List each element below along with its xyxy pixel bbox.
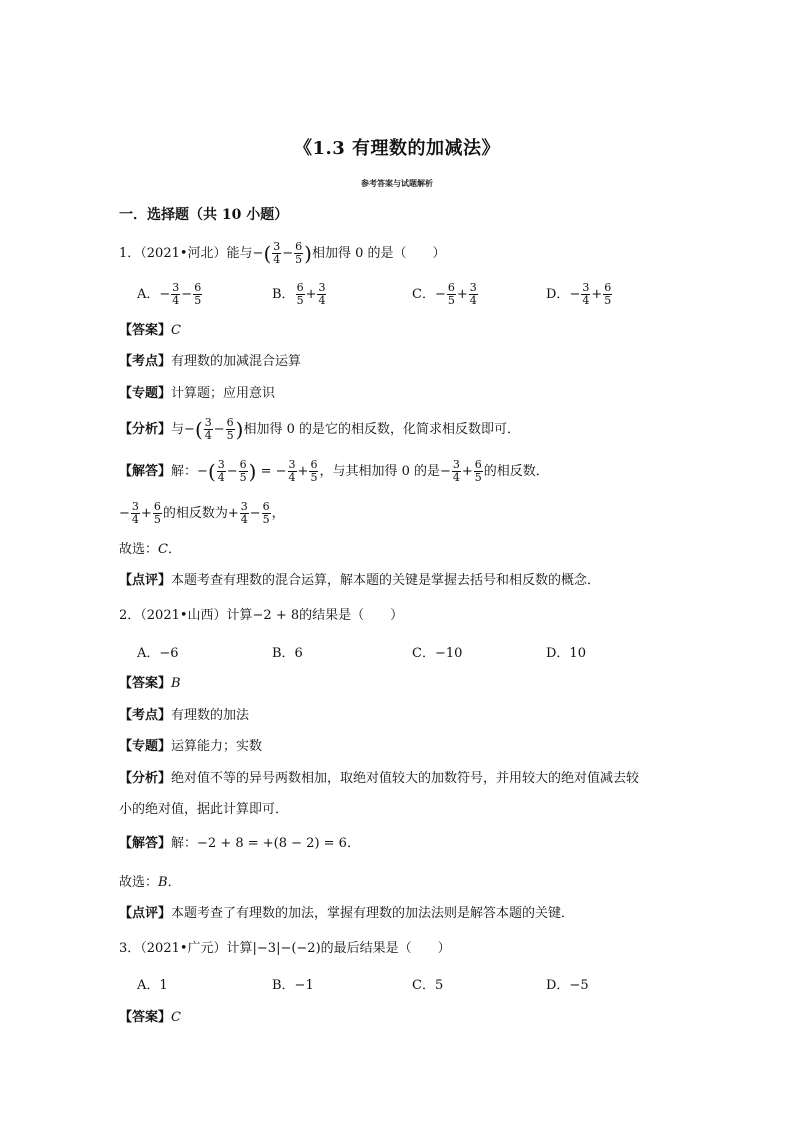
q1-option-b: B． $\frac{6}{5}$ + $\frac{3}{4}$ [272, 281, 326, 307]
q2-zhuanti: 【专题】运算能力；实数 [119, 739, 263, 754]
q1-option-a: A．− $\frac{3}{4}$ − $\frac{6}{5}$ [137, 281, 202, 307]
q2-dianping: 【点评】本题考查了有理数的加法，掌握有理数的加法法则是解答本题的关键． [119, 906, 575, 921]
q1-jieda-line2: − $\frac{3}{4}$ + $\frac{6}{5}$ 的相反数为+ $\frac{3}{4}$ − $\frac{6}{5}$ ， [119, 500, 285, 526]
q2-option-b: B．6 [272, 646, 303, 661]
page-title: 《1.3 有理数的加减法》 [293, 138, 501, 159]
q2-option-d: D．10 [546, 646, 586, 661]
q1-zhuanti: 【专题】计算题；应用意识 [119, 386, 276, 401]
q1-option-c: C．− $\frac{6}{5}$ + $\frac{3}{4}$ [412, 281, 477, 307]
q1-answer: 【答案】C [119, 323, 181, 338]
q1-jieda: 【解答】解：−( $\frac{3}{4}$ − $\frac{6}{5}$ ) = − $\frac{3}{4}$ + $\frac{6}{5}$ ，与其相加得 0 的是− $\frac{3}{4}$ + $\frac{6}{5}$ 的相反数． [119, 458, 549, 484]
q3-stem: 3．（2021•广元）计算|−3|−(−2)的最后结果是（ ） [119, 941, 451, 956]
q1-guxuan: 故选：C． [119, 542, 181, 557]
page-subtitle: 参考答案与试题解析 [361, 178, 433, 188]
q2-answer: 【答案】B [119, 676, 181, 691]
q3-option-d: D．−5 [546, 978, 589, 993]
q1-option-d: D．− $\frac{3}{4}$ + $\frac{6}{5}$ [546, 281, 612, 307]
q2-option-a: A．−6 [137, 646, 179, 661]
q3-option-a: A．1 [137, 978, 168, 993]
q1-dianping: 【点评】本题考查有理数的混合运算，解本题的关键是掌握去括号和相反数的概念． [119, 573, 601, 588]
section-heading: 一．选择题（共 10 小题） [119, 207, 289, 223]
q3-option-c: C．5 [412, 978, 444, 993]
q2-fenxi: 【分析】绝对值不等的异号两数相加，取绝对值较大的加数符号，并用较大的绝对值减去较 [119, 771, 640, 786]
q1-stem: 1．（2021•河北）能与−( $\frac{3}{4}$ − $\frac{6}{5}$ )相加得 0 的是（ ） [119, 240, 446, 266]
q2-jieda: 【解答】解：−2 + 8 = +(8 − 2) = 6． [119, 836, 360, 851]
q3-option-b: B．−1 [272, 978, 314, 993]
q2-option-c: C．−10 [412, 646, 463, 661]
q3-answer: 【答案】C [119, 1010, 181, 1025]
q2-stem: 2．（2021•山西）计算−2 + 8的结果是（ ） [119, 608, 404, 623]
q2-kaodian: 【考点】有理数的加法 [119, 708, 250, 723]
q1-fenxi: 【分析】与−( $\frac{3}{4}$ − $\frac{6}{5}$ )相加得 0 的是它的相反数，化简求相反数即可． [119, 416, 521, 442]
q2-guxuan: 故选：B． [119, 875, 181, 890]
q2-fenxi-line2: 小的绝对值，据此计算即可． [119, 802, 289, 817]
q1-kaodian: 【考点】有理数的加减混合运算 [119, 354, 302, 369]
